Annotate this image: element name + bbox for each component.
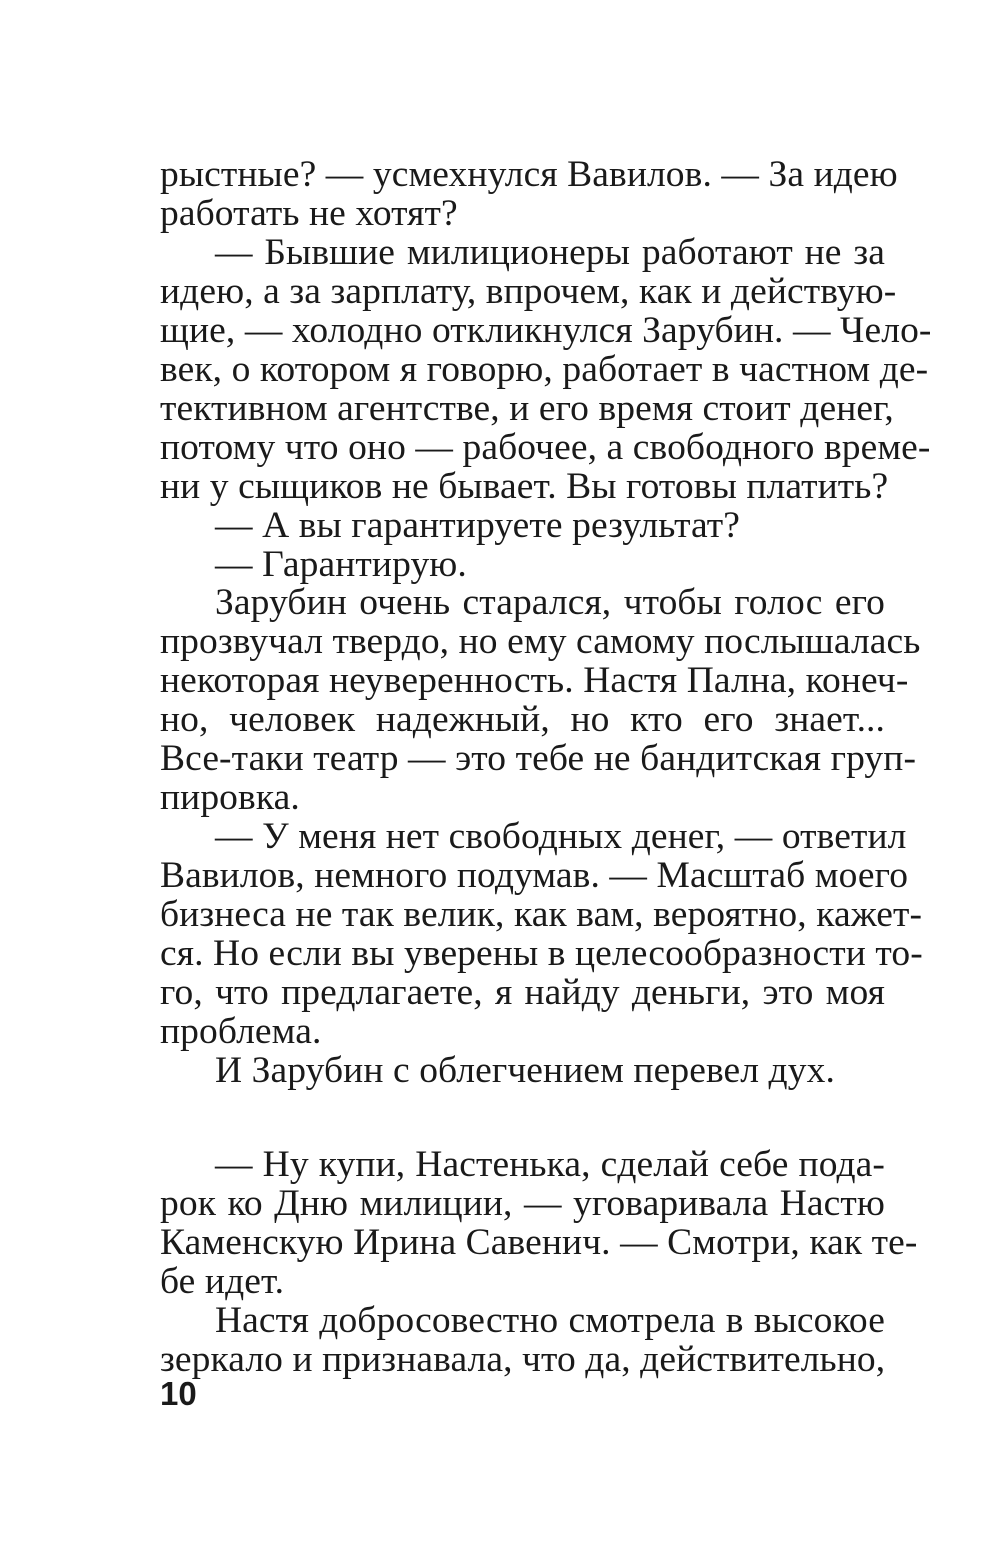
text-line: бе идет. bbox=[160, 1261, 285, 1302]
text-line: го, что предлагаете, я найду деньги, это моя bbox=[160, 972, 885, 1013]
text-line: — Бывшие милиционеры работают не за bbox=[215, 232, 885, 273]
text-line: зеркало и признавала, что да, действительно, bbox=[160, 1339, 886, 1380]
text-line: некоторая неуверенность. Настя Пална, конеч- bbox=[160, 660, 909, 701]
text-line: потому что оно — рабочее, а свободного време- bbox=[160, 427, 931, 468]
text-line: — Гарантирую. bbox=[215, 544, 467, 585]
text-line: но, человек надежный, но кто его знает... bbox=[160, 699, 885, 740]
text-line: проблема. bbox=[160, 1011, 322, 1052]
text-line: пировка. bbox=[160, 777, 300, 818]
text-line: работать не хотят? bbox=[160, 193, 458, 234]
text-line: щие, — холодно откликнулся Зарубин. — Чело- bbox=[160, 310, 932, 351]
text-line: Каменскую Ирина Савенич. — Смотри, как те- bbox=[160, 1222, 918, 1263]
text-line: — Ну купи, Настенька, сделай себе пода- bbox=[215, 1144, 885, 1185]
text-line: рыстные? — усмехнулся Вавилов. — За идею bbox=[160, 154, 898, 195]
text-line: прозвучал твердо, но ему самому послышалась bbox=[160, 621, 921, 662]
text-line: тективном агентстве, и его время стоит денег, bbox=[160, 388, 894, 429]
page-number: 10 bbox=[160, 1375, 197, 1412]
text-line: — У меня нет свободных денег, — ответил bbox=[215, 816, 907, 857]
text-line: век, о котором я говорю, работает в частном де- bbox=[160, 349, 929, 390]
text-line: Вавилов, немного подумав. — Масштаб моего bbox=[160, 855, 909, 896]
text-line: — А вы гарантируете результат? bbox=[215, 505, 741, 546]
text-line: Все-таки театр — это тебе не бандитская груп- bbox=[160, 738, 917, 779]
text-line: Настя добросовестно смотрела в высокое bbox=[215, 1300, 885, 1341]
text-line: ся. Но если вы уверены в целесообразности то- bbox=[160, 933, 923, 974]
text-line: ни у сыщиков не бывает. Вы готовы платить? bbox=[160, 466, 889, 507]
text-line: И Зарубин с облегчением перевел дух. bbox=[215, 1050, 835, 1091]
text-line: бизнеса не так велик, как вам, вероятно, кажет- bbox=[160, 894, 923, 935]
text-line: рок ко Дню милиции, — уговаривала Настю bbox=[160, 1183, 885, 1224]
text-line: идею, а за зарплату, впрочем, как и действую- bbox=[160, 271, 897, 312]
text-line: Зарубин очень старался, чтобы голос его bbox=[215, 582, 885, 623]
